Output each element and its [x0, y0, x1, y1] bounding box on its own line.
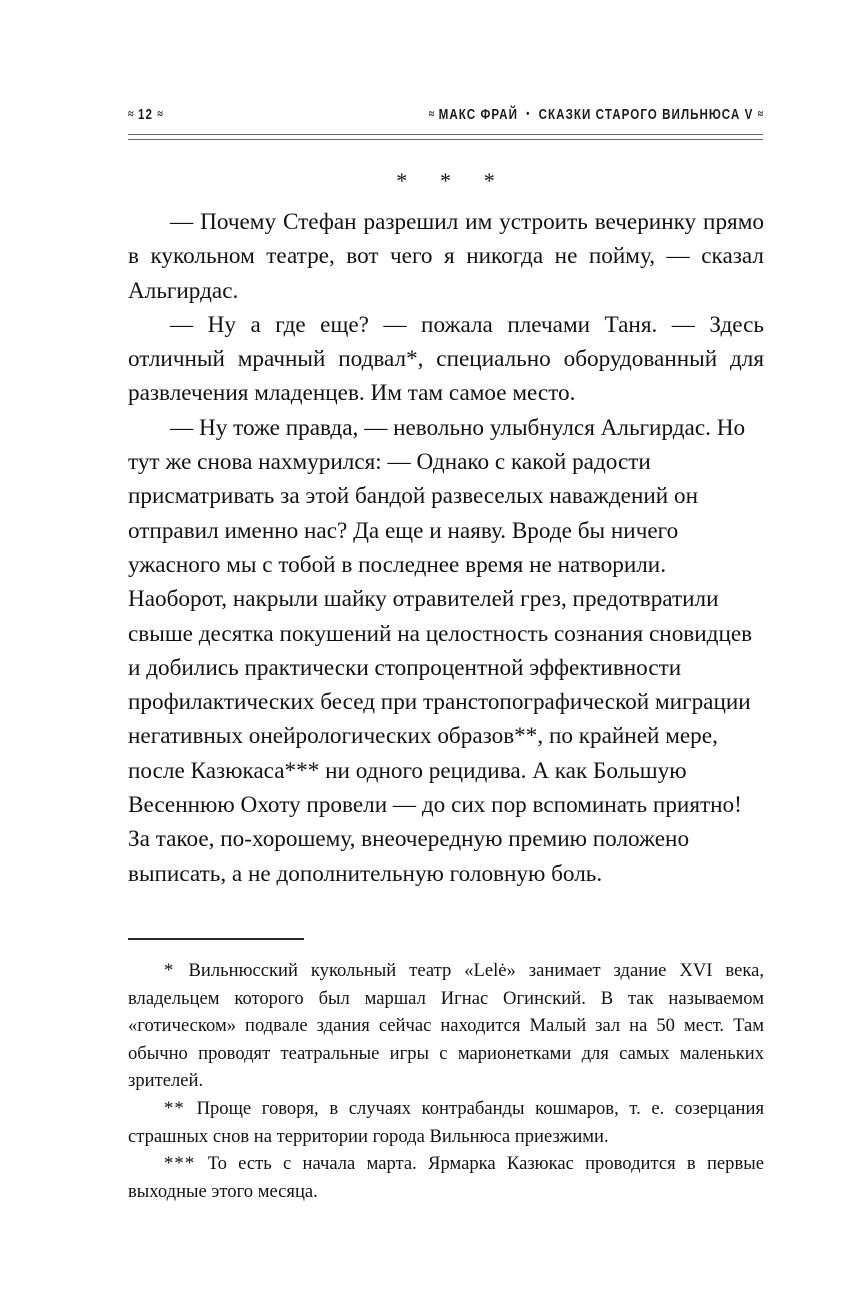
page-number: 12: [137, 107, 153, 123]
body-text: [128, 205, 764, 891]
swash-ornament-title-left: ≈: [428, 106, 435, 121]
header-rule-bottom: [128, 139, 763, 140]
footnote-item: [128, 957, 764, 1095]
footnote-marker: **: [164, 1097, 197, 1119]
footnote-separator-rule: [128, 938, 304, 940]
running-head-title: [428, 107, 763, 123]
footnote-marker: *: [164, 960, 189, 981]
footnote-text: Вильнюсский кукольный театр «Lelė» занимает здание XVI века, владельцем которого был маршал Игнас Огинский. В так называемом «готическом» подвале здания сейчас находится Малый зал на 50 мест. Там обычно проводят театральные игры с марионетками для самых маленьких зрителей.: [128, 960, 764, 1092]
swash-ornament-left: ≈: [128, 106, 134, 121]
paragraph: — Ну а где еще? — пожала плечами Таня. — Здесь отличный мрачный подвал*, специально оборудованный для развлечения младенцев. Им там самое место.: [128, 311, 764, 407]
swash-ornament-title-right: ≈: [757, 106, 763, 121]
footnote-item: [128, 1095, 764, 1150]
header-double-rule: [128, 134, 763, 140]
footnote-text: То есть с начала марта. Ярмарка Казюкас проводится в первые выходные этого месяца.: [128, 1153, 764, 1202]
folio-page-number: [128, 107, 163, 123]
footnote-item: [128, 1150, 764, 1205]
footnote-text: Проще говоря, в случаях контрабанды кошмаров, т. е. созерцания страшных снов на территории города Вильнюса приезжими.: [128, 1097, 764, 1147]
bullet-separator-icon: •: [525, 108, 530, 120]
footnote-marker: ***: [164, 1153, 208, 1175]
running-head: [128, 103, 763, 127]
author-name: МАКС ФРАЙ: [438, 107, 518, 123]
book-title: СКАЗКИ СТАРОГО ВИЛЬНЮСА V: [538, 107, 754, 123]
paragraph: — Ну тоже правда, — невольно улыбнулся Альгирдас. Но тут же снова нахмурился: — Однако с какой радости присматривать за этой бандой развеселых наваждений он отправил именно нас? Да еще и наяву. Вроде бы ничего ужасного мы с тобой в последнее время не натворили. Наоборот, накрыли шайку отравителей грез, предотвратили свыше десятка покушений на целостность сознания сновидцев и добились практически стопроцентной эффективности профилактических бесед при транстопографической миграции негативных онейрологических образов**, по крайней мере, после Казюкаса*** ни одного рецидива. А как Большую Весеннюю Охоту провели — до сих пор вспоминать приятно! За такое, по-хорошему, внеочередную премию положено выписать, а не дополнительную головную боль.: [128, 414, 753, 887]
paragraph: — Почему Стефан разрешил им устроить вечеринку прямо в кукольном театре, вот чего я никогда не пойму, — сказал Альгирдас.: [128, 209, 764, 304]
section-break-asterisks: * * *: [396, 168, 509, 193]
footnotes-block: [128, 957, 764, 1205]
header-rule-top: [128, 134, 763, 135]
swash-ornament-right: ≈: [157, 106, 163, 121]
